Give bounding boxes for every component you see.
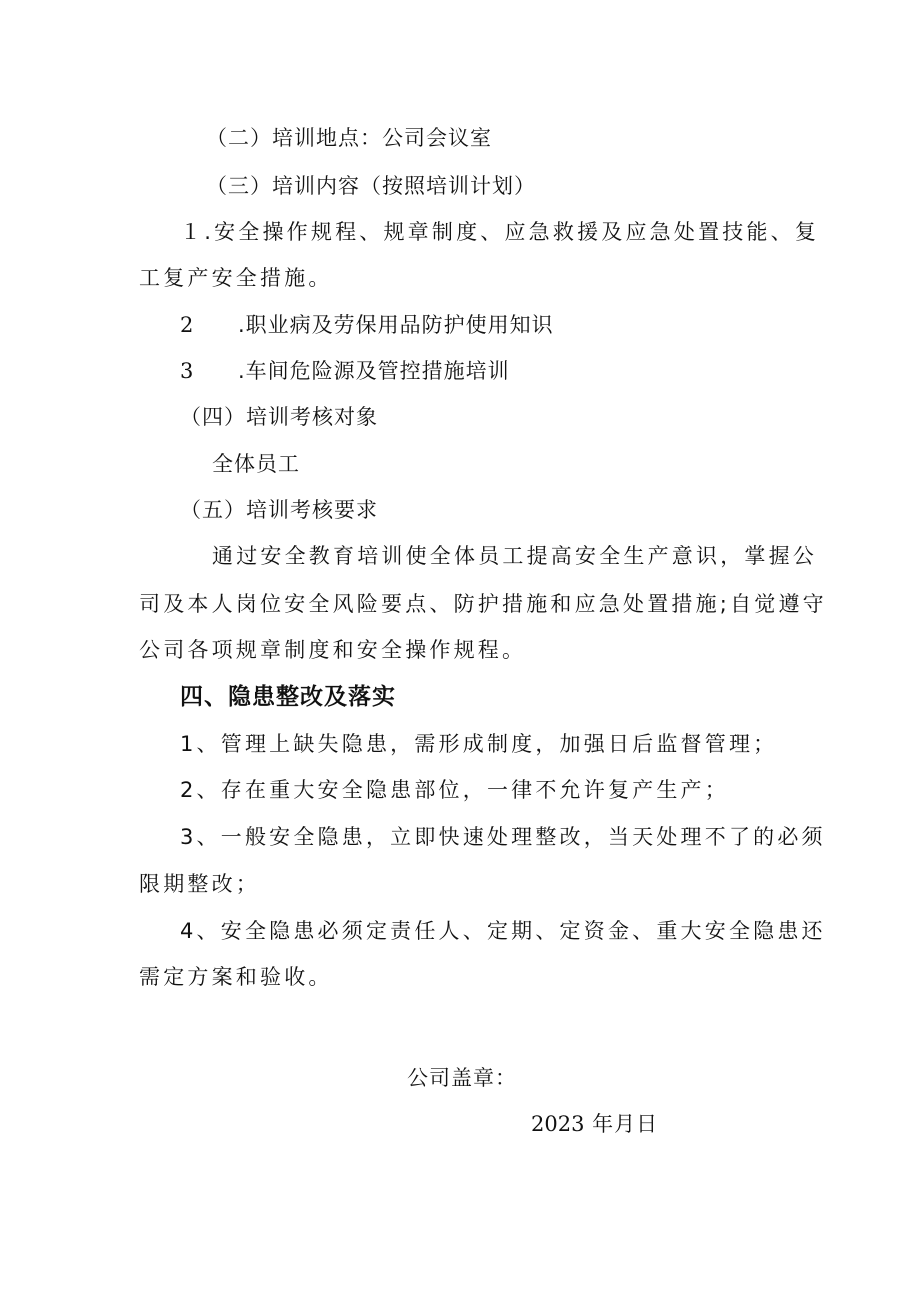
section-assessment-target: （四）培训考核对象: [180, 405, 378, 429]
date-year: 2023: [531, 1112, 585, 1136]
date-rest: 年月日: [592, 1112, 659, 1136]
hazard-item-1: 1、管理上缺失隐患，需形成制度，加强日后监督管理；: [180, 732, 778, 756]
section-heading-hazard-rectification: 四、隐患整改及落实: [180, 684, 396, 710]
item-text: .职业病及劳保用品防护使用知识: [238, 313, 554, 337]
section-training-content: （三）培训内容（按照培训计划）: [206, 174, 536, 198]
content-item-3: [180, 357, 510, 385]
requirements-paragraph-line2: 司及本人岗位安全风险要点、防护措施和应急处置措施;自觉遵守: [139, 592, 827, 616]
document-date: [531, 1110, 658, 1138]
assessment-target-value: 全体员工: [212, 452, 300, 476]
item-number: 3: [180, 359, 195, 383]
hazard-item-4-line1: 4、安全隐患必须定责任人、定期、定资金、重大安全隐患还: [180, 919, 826, 943]
requirements-paragraph-line3: 公司各项规章制度和安全操作规程。: [139, 638, 527, 662]
hazard-item-3-line2: 限期整改；: [139, 872, 260, 896]
hazard-item-2: 2、存在重大安全隐患部位，一律不允许复产生产；: [180, 778, 729, 802]
section-training-location: （二）培训地点：公司会议室: [206, 126, 492, 150]
company-seal-label: 公司盖章：: [407, 1066, 517, 1090]
requirements-paragraph-line1: 通过安全教育培训使全体员工提高安全生产意识，掌握公: [212, 544, 817, 568]
content-item-2: [180, 311, 554, 339]
hazard-item-3-line1: 3、一般安全隐患，立即快速处理整改，当天处理不了的必须: [180, 825, 826, 849]
section-assessment-requirements: （五）培训考核要求: [180, 498, 378, 522]
item-text: .车间危险源及管控措施培训: [238, 359, 510, 383]
item-number: 2: [180, 313, 195, 337]
content-item-1-line2: 工复产安全措施。: [139, 266, 333, 290]
content-item-1-line1: １.安全操作规程、规章制度、应急救援及应急处置技能、复: [180, 220, 820, 244]
hazard-item-4-line2: 需定方案和验收。: [139, 965, 333, 989]
